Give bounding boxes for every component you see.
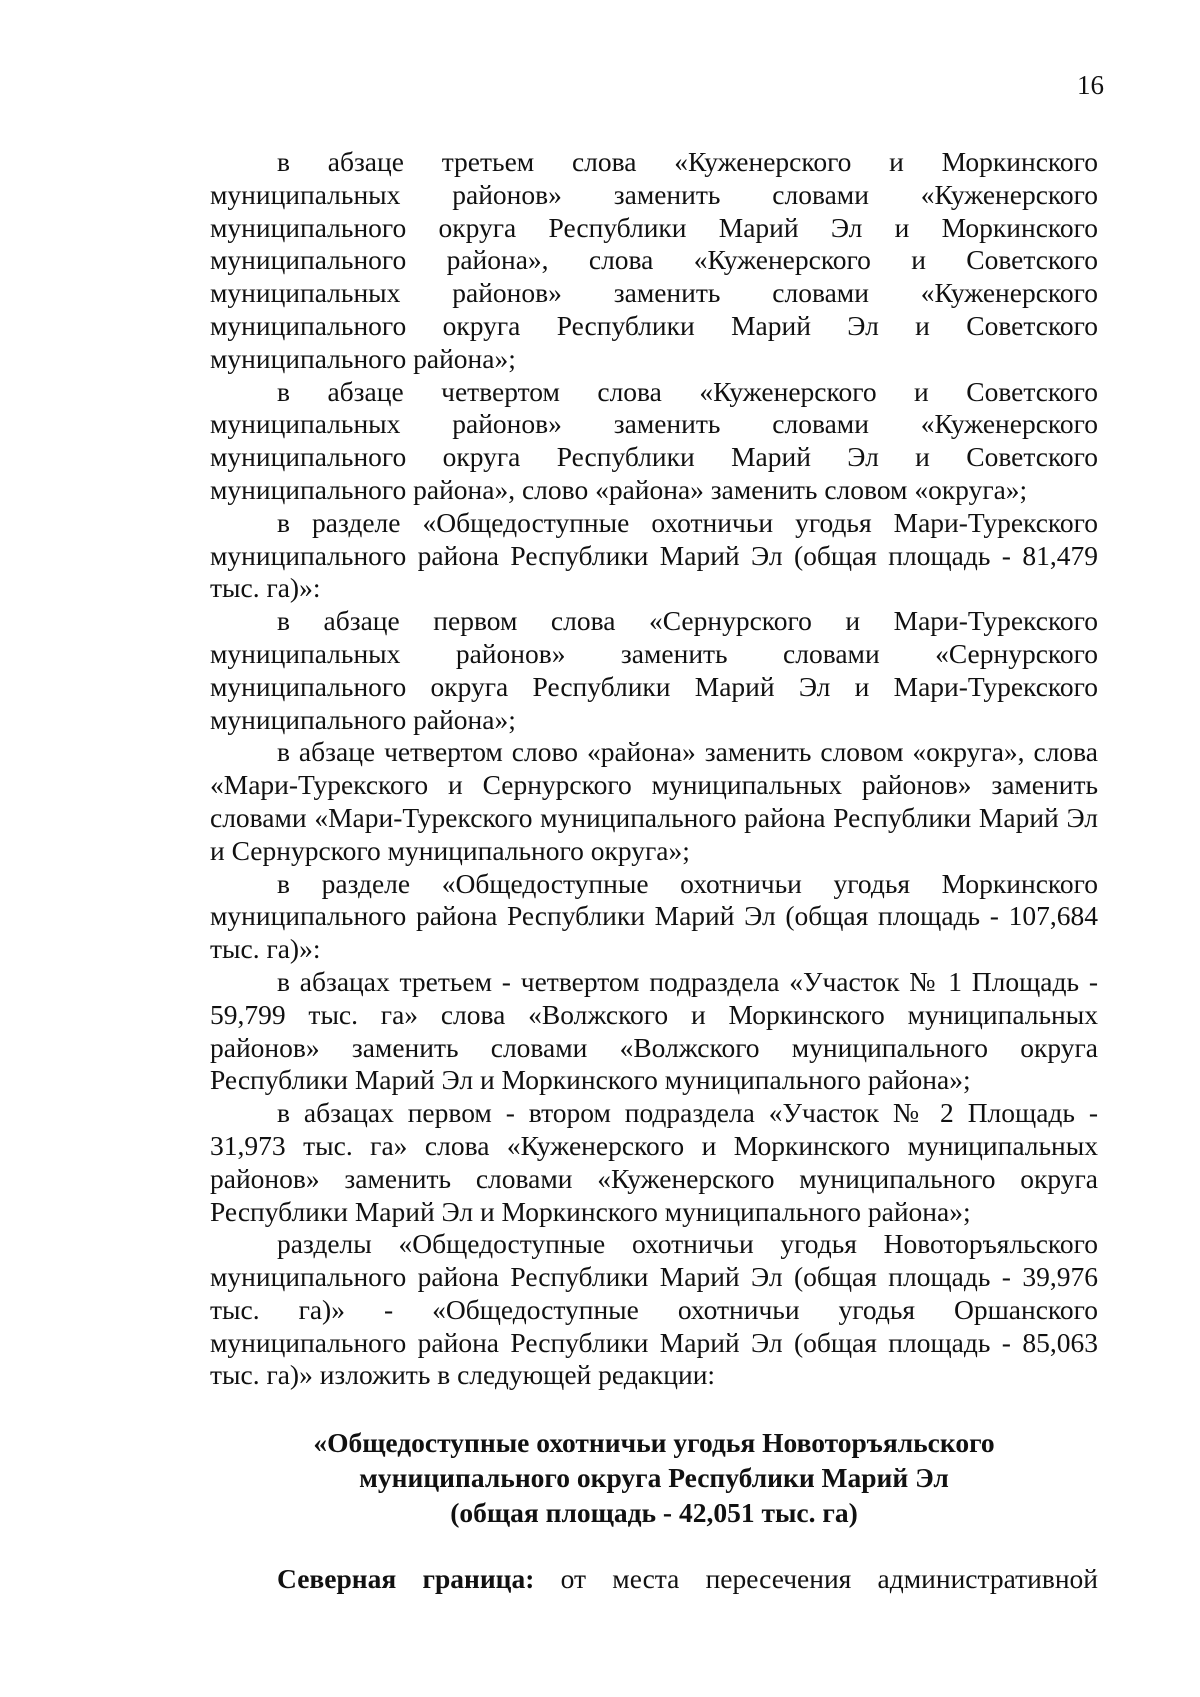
section-title-line-3: (общая площадь - 42,051 тыс. га) — [450, 1497, 858, 1528]
section-title-line-1: «Общедоступные охотничьи угодья Новоторъяльского — [313, 1427, 995, 1458]
northern-border-paragraph — [210, 1563, 1098, 1596]
section-title — [210, 1425, 1098, 1530]
document-body — [210, 146, 1098, 1392]
paragraph-9: разделы «Общедоступные охотничьи угодья Новоторъяльского муниципального района Республики Марий Эл (общая площадь - 39,976 тыс. га)» - «Общедоступные охотничьи угодья Оршанского муниципального района Республики Марий Эл (общая площадь - 85,063 тыс. га)» изложить в следующей редакции: — [210, 1228, 1098, 1391]
northern-border-label: Северная граница: — [277, 1563, 535, 1594]
paragraph-7: в абзацах третьем - четвертом подраздела «Участок № 1 Площадь - 59,799 тыс. га» слова «Волжского и Моркинского муниципальных районов» заменить словами «Волжского муниципального округа Республики Марий Эл и Моркинского муниципального района»; — [210, 965, 1098, 1096]
northern-border-text: от места пересечения административной — [560, 1563, 1099, 1594]
paragraph-4: в абзаце первом слова «Сернурского и Мари-Турекского муниципальных районов» заменить словами «Сернурского муниципального округа Республики Марий Эл и Мари-Турекского муниципального района»; — [210, 605, 1098, 735]
paragraph-1: в абзаце третьем слова «Куженерского и Моркинского муниципальных районов» заменить словами «Куженерского муниципального округа Республики Марий Эл и Моркинского муниципального района», слова «Куженерского и Советского муниципальных районов» заменить словами «Куженерского муниципального округа Республики Марий Эл и Советского муниципального района»; — [210, 146, 1098, 374]
paragraph-3: в разделе «Общедоступные охотничьи угодья Мари-Турекского муниципального района Республики Марий Эл (общая площадь - 81,479 тыс. га)»: — [210, 506, 1098, 604]
page-number: 16 — [1077, 70, 1104, 100]
paragraph-6: в разделе «Общедоступные охотничьи угодья Моркинского муниципального района Республики Марий Эл (общая площадь - 107,684 тыс. га)»: — [210, 867, 1098, 965]
paragraph-8: в абзацах первом - втором подраздела «Участок № 2 Площадь - 31,973 тыс. га» слова «Куженерского и Моркинского муниципальных районов» заменить словами «Куженерского муниципального округа Республики Марий Эл и Моркинского муниципального района»; — [210, 1097, 1098, 1227]
paragraph-5: в абзаце четвертом слово «района» заменить словом «округа», слова «Мари-Турекского и Сернурского муниципальных районов» заменить словами «Мари-Турекского муниципального района Республики Марий Эл и Сернурского муниципального округа»; — [210, 736, 1098, 866]
paragraph-2: в абзаце четвертом слова «Куженерского и Советского муниципальных районов» заменить словами «Куженерского муниципального округа Республики Марий Эл и Советского муниципального района», слово «района» заменить словом «округа»; — [210, 375, 1098, 505]
section-title-line-2: муниципального округа Республики Марий Эл — [359, 1462, 949, 1493]
